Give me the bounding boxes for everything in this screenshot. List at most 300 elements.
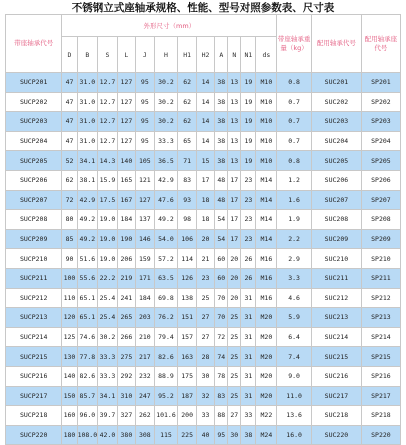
table-cell: 71 — [178, 151, 196, 171]
table-cell: SUC218 — [311, 406, 361, 426]
table-row — [6, 92, 401, 112]
table-cell: 30.2 — [98, 327, 118, 347]
table-cell: 15 — [196, 151, 214, 171]
table-cell: 79.4 — [154, 327, 178, 347]
table-cell: 25 — [196, 288, 214, 308]
table-cell: 1.6 — [277, 190, 312, 210]
table-cell: 108.0 — [77, 425, 98, 445]
table-cell: 5.9 — [277, 308, 312, 328]
table-row — [6, 190, 401, 210]
table-cell: 126 — [178, 268, 196, 288]
table-row — [6, 406, 401, 426]
table-cell: 13 — [228, 92, 241, 112]
table-cell: 72 — [62, 190, 77, 210]
table-cell: 6.4 — [277, 327, 312, 347]
table-cell: 31 — [241, 308, 256, 328]
table-cell: M10 — [256, 73, 277, 93]
table-cell: SP214 — [361, 327, 400, 347]
table-cell: 114 — [178, 249, 196, 269]
table-cell: 31 — [241, 327, 256, 347]
table-cell: 38.1 — [77, 170, 98, 190]
table-row — [6, 229, 401, 249]
table-cell: 127 — [117, 92, 135, 112]
table-cell: 19 — [241, 92, 256, 112]
table-cell: SP213 — [361, 308, 400, 328]
table-row — [6, 268, 401, 288]
spec-table — [5, 14, 401, 445]
table-cell: 14 — [196, 73, 214, 93]
table-cell: SUC205 — [311, 151, 361, 171]
table-cell: 47 — [62, 73, 77, 93]
table-cell: 115 — [154, 425, 178, 445]
table-cell: SUCP208 — [6, 210, 62, 230]
table-cell: SUCP213 — [6, 308, 62, 328]
table-cell: 20 — [228, 288, 241, 308]
table-cell: SP211 — [361, 268, 400, 288]
table-cell: M10 — [256, 151, 277, 171]
table-cell: 95 — [136, 112, 154, 132]
table-cell: 74 — [215, 347, 228, 367]
table-cell: M20 — [256, 347, 277, 367]
table-cell: 14 — [196, 131, 214, 151]
table-cell: SP209 — [361, 229, 400, 249]
table-cell: 101.6 — [154, 406, 178, 426]
table-cell: 38 — [215, 151, 228, 171]
column-header: N — [228, 37, 241, 73]
table-cell: 11.0 — [277, 386, 312, 406]
table-cell: 42.9 — [77, 190, 98, 210]
table-cell: SUCP214 — [6, 327, 62, 347]
table-cell: M22 — [256, 406, 277, 426]
table-cell: 31 — [241, 288, 256, 308]
table-cell: 171 — [136, 268, 154, 288]
table-cell: SUCP205 — [6, 151, 62, 171]
table-cell: 19 — [241, 73, 256, 93]
table-cell: 25 — [228, 327, 241, 347]
table-cell: 95.2 — [154, 386, 178, 406]
table-cell: 210 — [136, 327, 154, 347]
table-cell: 165 — [117, 170, 135, 190]
header-model: 带座轴承代号 — [6, 15, 62, 73]
table-cell: 2.2 — [277, 229, 312, 249]
table-row — [6, 386, 401, 406]
table-cell: SUC215 — [311, 347, 361, 367]
table-cell: 14 — [196, 92, 214, 112]
column-header: N1 — [241, 37, 256, 73]
table-cell: SUC213 — [311, 308, 361, 328]
table-cell: 7.4 — [277, 347, 312, 367]
table-cell: 167 — [117, 190, 135, 210]
table-cell: 31.0 — [77, 112, 98, 132]
table-cell: 47.6 — [154, 190, 178, 210]
table-cell: 30.2 — [154, 92, 178, 112]
table-cell: 85 — [62, 229, 77, 249]
table-row — [6, 170, 401, 190]
table-cell: 17 — [228, 170, 241, 190]
table-cell: 184 — [136, 288, 154, 308]
table-row — [6, 151, 401, 171]
table-cell: 157 — [178, 327, 196, 347]
table-cell: 33.3 — [98, 366, 118, 386]
table-cell: 85.7 — [77, 386, 98, 406]
table-cell: 55.6 — [77, 268, 98, 288]
table-cell: 110 — [62, 288, 77, 308]
table-cell: 13.6 — [277, 406, 312, 426]
table-cell: 151 — [178, 308, 196, 328]
table-cell: SUC201 — [311, 73, 361, 93]
table-cell: 13 — [228, 73, 241, 93]
table-cell: 34.1 — [77, 151, 98, 171]
table-cell: 190 — [117, 229, 135, 249]
table-cell: 70 — [215, 288, 228, 308]
table-cell: SP202 — [361, 92, 400, 112]
table-cell: SP210 — [361, 249, 400, 269]
table-cell: 20 — [228, 249, 241, 269]
table-cell: SUC209 — [311, 229, 361, 249]
table-cell: SP212 — [361, 288, 400, 308]
table-cell: 100 — [62, 268, 77, 288]
table-cell: 38 — [241, 425, 256, 445]
table-cell: 62 — [178, 73, 196, 93]
header-bearing: 配用轴承代号 — [311, 15, 361, 73]
table-cell: 27 — [196, 308, 214, 328]
table-cell: 30.2 — [154, 112, 178, 132]
table-cell: 13 — [228, 112, 241, 132]
table-cell: SUCP212 — [6, 288, 62, 308]
table-cell: 146 — [136, 229, 154, 249]
table-cell: 0.8 — [277, 73, 312, 93]
table-row — [6, 210, 401, 230]
table-cell: 0.8 — [277, 151, 312, 171]
table-cell: SUC214 — [311, 327, 361, 347]
table-cell: 33 — [196, 406, 214, 426]
table-cell: 127 — [117, 131, 135, 151]
table-cell: 127 — [136, 190, 154, 210]
table-cell: 65 — [178, 131, 196, 151]
table-cell: 22.2 — [98, 268, 118, 288]
table-cell: 14 — [196, 112, 214, 132]
table-cell: 31.0 — [77, 131, 98, 151]
table-cell: SP203 — [361, 112, 400, 132]
table-cell: 203 — [136, 308, 154, 328]
column-header: H2 — [196, 37, 214, 73]
table-cell: 127 — [117, 73, 135, 93]
table-cell: 120 — [62, 308, 77, 328]
table-cell: 9.0 — [277, 366, 312, 386]
table-cell: 160 — [62, 406, 77, 426]
table-cell: SUCP211 — [6, 268, 62, 288]
table-cell: SUCP202 — [6, 92, 62, 112]
table-cell: 12.7 — [98, 92, 118, 112]
table-cell: 262 — [136, 406, 154, 426]
table-cell: 23 — [241, 190, 256, 210]
table-cell: 96.0 — [77, 406, 98, 426]
table-cell: M14 — [256, 210, 277, 230]
table-cell: 12.7 — [98, 73, 118, 93]
table-cell: 163 — [178, 347, 196, 367]
table-cell: 76.2 — [154, 308, 178, 328]
table-cell: 1.9 — [277, 210, 312, 230]
table-cell: 140 — [62, 366, 77, 386]
table-cell: 23 — [241, 210, 256, 230]
table-cell: M16 — [256, 288, 277, 308]
table-cell: M16 — [256, 249, 277, 269]
table-row — [6, 425, 401, 445]
table-cell: SP215 — [361, 347, 400, 367]
table-cell: SP204 — [361, 131, 400, 151]
table-cell: 15.9 — [98, 170, 118, 190]
table-cell: 33.3 — [98, 347, 118, 367]
table-cell: 19.0 — [98, 249, 118, 269]
table-cell: 32 — [196, 386, 214, 406]
table-cell: 70 — [215, 308, 228, 328]
table-cell: 72 — [215, 327, 228, 347]
table-cell: SUCP206 — [6, 170, 62, 190]
table-cell: 62 — [178, 92, 196, 112]
table-cell: 28 — [196, 347, 214, 367]
table-cell: 25 — [228, 386, 241, 406]
table-cell: 38 — [215, 131, 228, 151]
table-cell: 14.3 — [98, 151, 118, 171]
table-row — [6, 327, 401, 347]
table-cell: 137 — [136, 210, 154, 230]
table-cell: 241 — [117, 288, 135, 308]
column-header: H — [154, 37, 178, 73]
table-cell: 0.7 — [277, 112, 312, 132]
table-cell: SP206 — [361, 170, 400, 190]
table-cell: 105 — [136, 151, 154, 171]
table-row — [6, 112, 401, 132]
table-cell: 266 — [117, 327, 135, 347]
table-cell: 150 — [62, 386, 77, 406]
table-cell: 232 — [136, 366, 154, 386]
column-header: S — [98, 37, 118, 73]
table-row — [6, 73, 401, 93]
table-cell: 310 — [117, 386, 135, 406]
table-cell: SUCP215 — [6, 347, 62, 367]
table-cell: 21 — [196, 249, 214, 269]
table-cell: SUC202 — [311, 92, 361, 112]
table-cell: 159 — [136, 249, 154, 269]
table-cell: 25 — [228, 366, 241, 386]
table-cell: 26 — [241, 249, 256, 269]
table-cell: 54 — [215, 210, 228, 230]
table-cell: 130 — [62, 347, 77, 367]
table-cell: 121 — [136, 170, 154, 190]
table-cell: SUCP209 — [6, 229, 62, 249]
table-cell: 20 — [196, 229, 214, 249]
table-cell: 31.0 — [77, 73, 98, 93]
table-cell: M14 — [256, 190, 277, 210]
table-cell: M24 — [256, 425, 277, 445]
table-cell: 27 — [196, 327, 214, 347]
column-header: ds — [256, 37, 277, 73]
table-cell: 125 — [62, 327, 77, 347]
table-cell: 90 — [62, 249, 77, 269]
table-cell: 19 — [241, 131, 256, 151]
column-header: D — [62, 37, 77, 73]
table-cell: SUC204 — [311, 131, 361, 151]
table-cell: 30.2 — [154, 73, 178, 93]
table-cell: SUC211 — [311, 268, 361, 288]
table-cell: 17 — [228, 210, 241, 230]
table-cell: SUCP218 — [6, 406, 62, 426]
table-cell: SP217 — [361, 386, 400, 406]
table-cell: 184 — [117, 210, 135, 230]
table-cell: 78 — [215, 366, 228, 386]
table-cell: SUC216 — [311, 366, 361, 386]
table-cell: 39.7 — [98, 406, 118, 426]
table-cell: 88.9 — [154, 366, 178, 386]
table-cell: 13 — [228, 131, 241, 151]
table-cell: M14 — [256, 229, 277, 249]
table-row — [6, 131, 401, 151]
table-cell: SUCP216 — [6, 366, 62, 386]
table-cell: 49.2 — [77, 210, 98, 230]
header-dimensions: 外形尺寸（mm） — [62, 15, 277, 37]
table-cell: SUCP210 — [6, 249, 62, 269]
table-cell: 30 — [228, 425, 241, 445]
table-cell: 292 — [117, 366, 135, 386]
table-cell: 1.2 — [277, 170, 312, 190]
table-cell: 27 — [228, 406, 241, 426]
table-cell: 12.7 — [98, 131, 118, 151]
table-cell: SUCP207 — [6, 190, 62, 210]
table-cell: 33.3 — [154, 131, 178, 151]
table-cell: SP201 — [361, 73, 400, 93]
table-cell: 51.6 — [77, 249, 98, 269]
table-cell: 47 — [62, 92, 77, 112]
table-cell: 88 — [215, 406, 228, 426]
table-cell: M10 — [256, 131, 277, 151]
table-cell: 62 — [178, 112, 196, 132]
table-cell: 25 — [228, 347, 241, 367]
table-cell: 18 — [196, 210, 214, 230]
table-cell: 4.6 — [277, 288, 312, 308]
table-cell: SUCP203 — [6, 112, 62, 132]
table-cell: SUCP220 — [6, 425, 62, 445]
table-cell: 175 — [178, 366, 196, 386]
table-cell: 23 — [241, 170, 256, 190]
table-cell: 42.9 — [154, 170, 178, 190]
table-cell: 23 — [241, 229, 256, 249]
table-cell: 138 — [178, 288, 196, 308]
table-row — [6, 347, 401, 367]
table-cell: 60 — [215, 249, 228, 269]
table-body — [6, 73, 401, 445]
table-cell: 47 — [62, 112, 77, 132]
table-cell: 74.6 — [77, 327, 98, 347]
table-cell: 60 — [215, 268, 228, 288]
table-cell: SUCP217 — [6, 386, 62, 406]
table-cell: 19.0 — [98, 210, 118, 230]
table-cell: SUC210 — [311, 249, 361, 269]
table-cell: 20 — [228, 268, 241, 288]
table-cell: 265 — [117, 308, 135, 328]
table-cell: SUCP204 — [6, 131, 62, 151]
table-cell: 36.5 — [154, 151, 178, 171]
table-cell: 206 — [117, 249, 135, 269]
table-cell: 38 — [215, 112, 228, 132]
table-cell: 13 — [228, 151, 241, 171]
header-seat: 配用轴承座代号 — [361, 15, 400, 73]
table-cell: 77.8 — [77, 347, 98, 367]
table-cell: 38 — [215, 92, 228, 112]
table-cell: 98 — [178, 210, 196, 230]
table-cell: 17.5 — [98, 190, 118, 210]
table-cell: 19 — [241, 151, 256, 171]
table-cell: 48 — [215, 170, 228, 190]
table-cell: 180 — [62, 425, 77, 445]
table-cell: 380 — [117, 425, 135, 445]
table-cell: 25.4 — [98, 288, 118, 308]
table-cell: 30 — [196, 366, 214, 386]
table-cell: 83 — [178, 170, 196, 190]
table-cell: 95 — [136, 92, 154, 112]
column-header: J — [136, 37, 154, 73]
table-cell: 31.0 — [77, 92, 98, 112]
table-cell: 25 — [228, 308, 241, 328]
table-cell: 83 — [215, 386, 228, 406]
page-title: 不锈钢立式座轴承规格、性能、型号对照参数表、尺寸表 — [71, 2, 335, 14]
table-cell: SUC217 — [311, 386, 361, 406]
table-row — [6, 308, 401, 328]
table-cell: M20 — [256, 366, 277, 386]
table-row — [6, 366, 401, 386]
table-cell: M10 — [256, 112, 277, 132]
table-cell: 25.4 — [98, 308, 118, 328]
table-cell: SUC206 — [311, 170, 361, 190]
table-cell: 17 — [196, 170, 214, 190]
table-cell: M10 — [256, 92, 277, 112]
table-cell: 69.8 — [154, 288, 178, 308]
table-cell: 82.6 — [77, 366, 98, 386]
table-cell: SP216 — [361, 366, 400, 386]
table-cell: 217 — [136, 347, 154, 367]
table-cell: M16 — [256, 268, 277, 288]
table-cell: 12.7 — [98, 112, 118, 132]
table-cell: 49.2 — [77, 229, 98, 249]
column-header: H1 — [178, 37, 196, 73]
table-cell: SP205 — [361, 151, 400, 171]
table-cell: 18 — [196, 190, 214, 210]
table-cell: M20 — [256, 327, 277, 347]
table-cell: 219 — [117, 268, 135, 288]
table-cell: SUC207 — [311, 190, 361, 210]
table-cell: SP218 — [361, 406, 400, 426]
table-cell: 95 — [136, 73, 154, 93]
table-cell: 54.0 — [154, 229, 178, 249]
table-cell: 308 — [136, 425, 154, 445]
table-cell: 225 — [178, 425, 196, 445]
column-header: L — [117, 37, 135, 73]
table-cell: 187 — [178, 386, 196, 406]
table-cell: 17 — [228, 229, 241, 249]
table-cell: 65.1 — [77, 288, 98, 308]
table-cell: 31 — [241, 366, 256, 386]
table-cell: 48 — [215, 190, 228, 210]
table-cell: 19.0 — [98, 229, 118, 249]
table-cell: 26 — [241, 268, 256, 288]
table-cell: 19 — [241, 112, 256, 132]
table-cell: 275 — [117, 347, 135, 367]
table-cell: 200 — [178, 406, 196, 426]
table-cell: 47 — [62, 131, 77, 151]
table-cell: 54 — [215, 229, 228, 249]
table-cell: 33 — [241, 406, 256, 426]
table-cell: SP220 — [361, 425, 400, 445]
header-weight: 带座轴承重量（kg） — [277, 15, 312, 73]
